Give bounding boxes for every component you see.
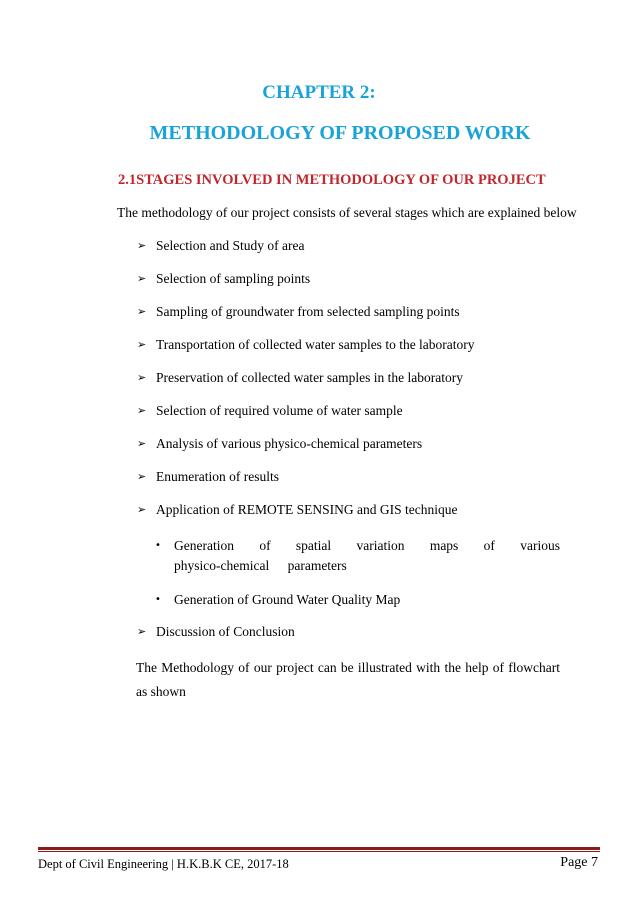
stage-label: Transportation of collected water samples to the laboratory [156,337,475,352]
section-heading: 2.1STAGES INVOLVED IN METHODOLOGY OF OUR PROJECT [118,172,546,188]
gis-subitem-label: Generation of spatial variation maps of various physico-chemical parameters [174,538,560,573]
stage-item [137,623,295,641]
stage-item [137,237,304,255]
stage-item [137,336,475,354]
stage-item [137,501,457,519]
intro-paragraph: The methodology of our project consists of several stages which are explained below [117,205,577,220]
arrow-bullet-icon: ➢ [137,404,147,417]
stage-label: Preservation of collected water samples in the laboratory [156,370,464,385]
stage-item [137,468,279,486]
arrow-bullet-icon: ➢ [137,338,147,351]
chapter-heading: CHAPTER 2: [262,82,376,103]
footer-department: Dept of Civil Engineering | H.K.B.K CE, 2017-18 [38,857,289,871]
footer-rule [38,847,600,850]
gis-subitem-label: Generation of Ground Water Quality Map [174,592,401,607]
stage-label: Analysis of various physico-chemical parameters [156,436,423,451]
chapter-title: METHODOLOGY OF PROPOSED WORK [149,122,531,144]
round-bullet-icon: • [155,540,161,551]
round-bullet-icon: • [155,594,161,605]
stage-label: Selection of required volume of water sample [156,403,403,418]
page-number: Page 7 [560,855,598,870]
stage-item [137,270,310,288]
gis-subitem [155,536,560,576]
arrow-bullet-icon: ➢ [137,371,147,384]
stage-label: Application of REMOTE SENSING and GIS technique [156,502,458,517]
arrow-bullet-icon: ➢ [137,503,147,516]
stage-item [137,402,403,420]
stage-label: Discussion of Conclusion [156,624,295,639]
stage-label: Selection of sampling points [156,271,311,286]
closing-paragraph: The Methodology of our project can be illustrated with the help of flowchart as shown [136,660,560,699]
stage-item [137,369,463,387]
arrow-bullet-icon: ➢ [137,470,147,483]
stage-label: Selection and Study of area [156,238,305,253]
footer-rule-thin [38,851,600,852]
arrow-bullet-icon: ➢ [137,272,147,285]
stage-item [137,435,422,453]
stage-label: Enumeration of results [156,469,279,484]
gis-subitem [155,590,560,610]
arrow-bullet-icon: ➢ [137,437,147,450]
arrow-bullet-icon: ➢ [137,239,147,252]
arrow-bullet-icon: ➢ [137,305,147,318]
stage-item [137,303,460,321]
arrow-bullet-icon: ➢ [137,625,147,638]
stage-label: Sampling of groundwater from selected sampling points [156,304,460,319]
